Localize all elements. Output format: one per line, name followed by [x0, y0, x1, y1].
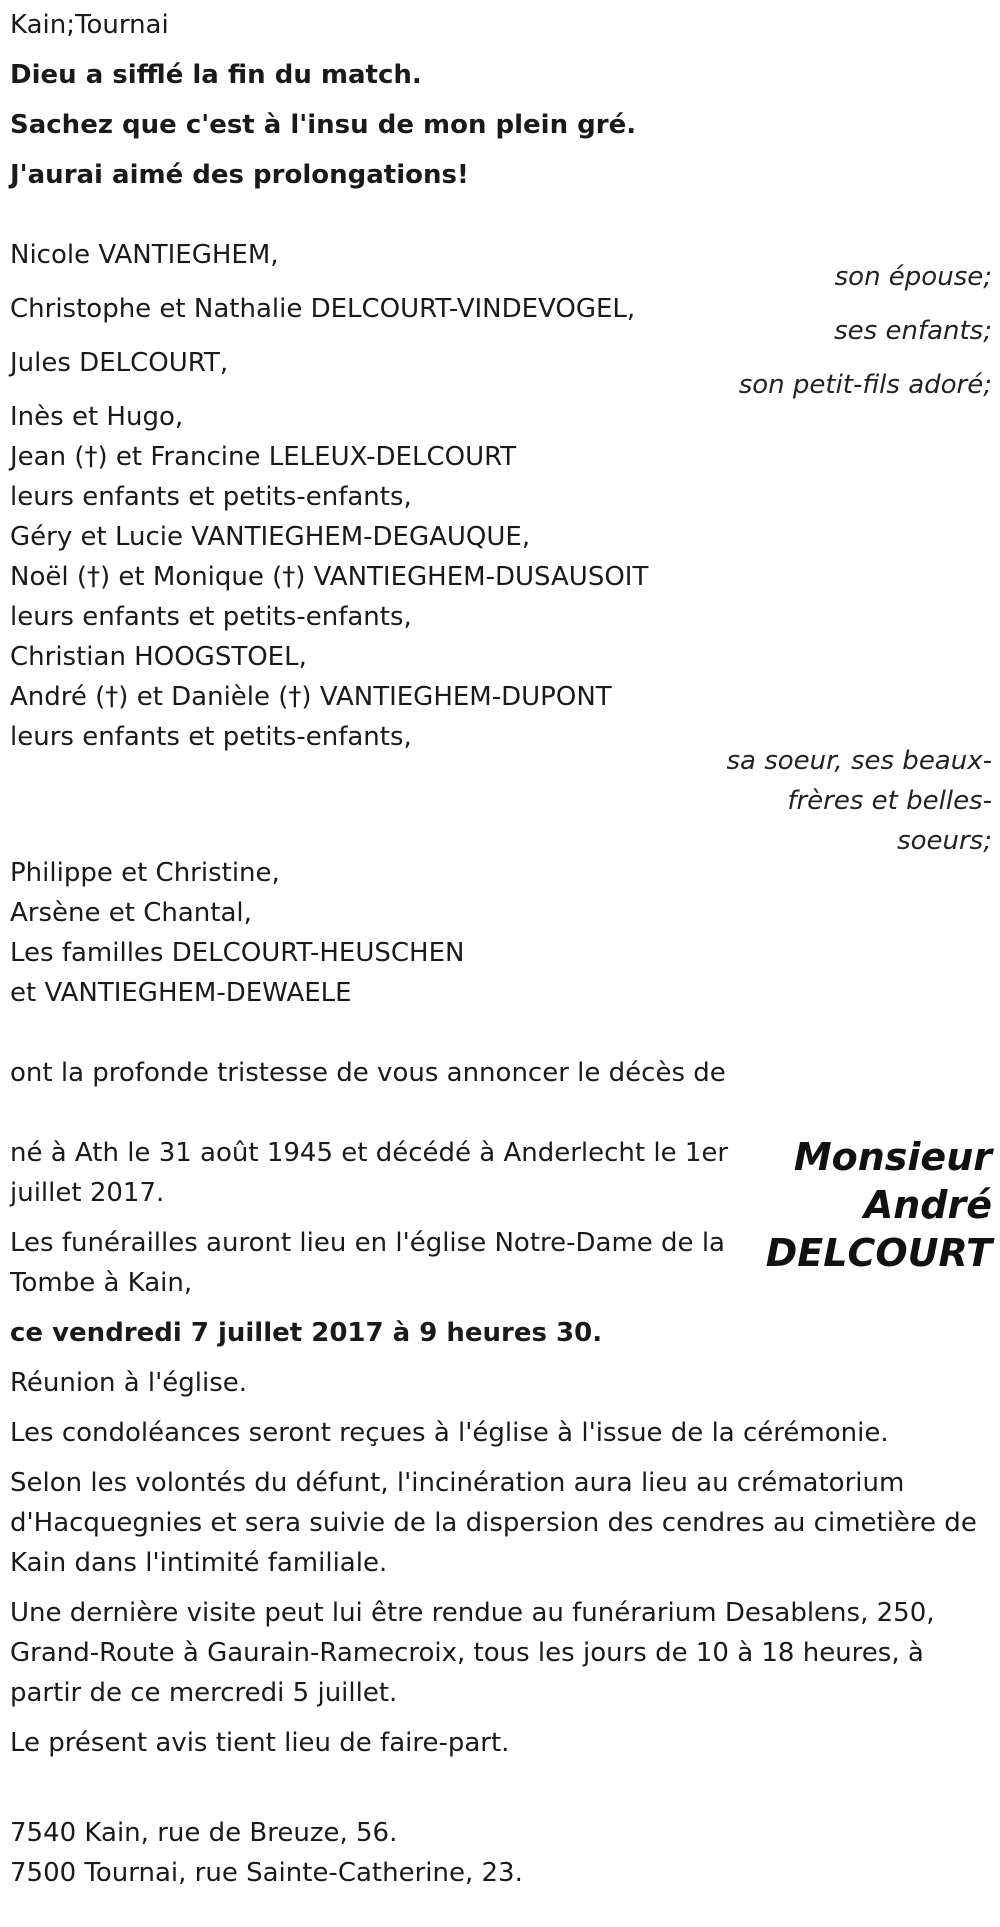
grandson-relation: son petit-fils adoré;: [738, 370, 992, 400]
sibling-line: leurs enfants et petits-enfants,: [10, 602, 412, 632]
condolences-info: Les condoléances seront reçues à l'église à l'issue de la cérémonie.: [10, 1418, 889, 1448]
deceased-lastname: DELCOURT: [765, 1231, 992, 1275]
other-family-line: Arsène et Chantal,: [10, 898, 252, 928]
sibling-line: André (†) et Danièle (†) VANTIEGHEM-DUPONT: [10, 682, 612, 712]
sibling-line: leurs enfants et petits-enfants,: [10, 482, 412, 512]
verses: [10, 55, 992, 195]
sibling-line: Noël (†) et Monique (†) VANTIEGHEM-DUSAUSOIT: [10, 562, 649, 592]
visit-info: Une dernière visite peut lui être rendue au funérarium Desablens, 250, Grand-Route à Gaurain-Ramecroix, tous les jours de 10 à 18 heures, à partir de ce mercredi 5 juillet.: [10, 1598, 935, 1708]
meeting-info: Réunion à l'église.: [10, 1368, 248, 1398]
funeral-info: Les funérailles auront lieu en l'église Notre-Dame de la Tombe à Kain,: [10, 1228, 725, 1298]
address-line: 7540 Kain, rue de Breuze, 56.: [10, 1818, 398, 1848]
siblings-list: [10, 397, 992, 757]
location: Kain;Tournai: [10, 10, 169, 40]
sibling-line: leurs enfants et petits-enfants,: [10, 722, 412, 752]
notice-info: Le présent avis tient lieu de faire-part.: [10, 1728, 510, 1758]
addresses: [10, 1813, 992, 1893]
sibling-line: Géry et Lucie VANTIEGHEM-DEGAUQUE,: [10, 522, 531, 552]
other-family: [10, 853, 992, 1013]
children-relation: ses enfants;: [834, 316, 992, 346]
address-line: 7500 Tournai, rue Sainte-Catherine, 23.: [10, 1858, 523, 1888]
spouse-name: Nicole VANTIEGHEM,: [10, 240, 279, 270]
spouse-relation: son épouse;: [834, 262, 992, 292]
deceased-title: Monsieur: [793, 1135, 992, 1179]
siblings-relation-line: soeurs;: [897, 826, 992, 856]
siblings-relation-line: frères et belles-: [787, 786, 992, 816]
cremation-info: Selon les volontés du défunt, l'incinération aura lieu au crématorium d'Hacquegnies et sera suivie de la dispersion des cendres au cimetière de Kain dans l'intimité familiale.: [10, 1468, 977, 1578]
children-name: Christophe et Nathalie DELCOURT-VINDEVOGEL,: [10, 294, 636, 324]
siblings-relation-line: sa soeur, ses beaux-: [726, 746, 992, 776]
verse-3: J'aurai aimé des prolongations!: [10, 160, 469, 190]
siblings-relation: [10, 741, 992, 861]
family-list: [10, 235, 992, 1013]
verse-1: Dieu a sifflé la fin du match.: [10, 60, 422, 90]
sibling-line: Inès et Hugo,: [10, 402, 184, 432]
obituary-page: [10, 5, 992, 1893]
other-family-line: Philippe et Christine,: [10, 858, 280, 888]
announcement: ont la profonde tristesse de vous annoncer le décès de: [10, 1058, 726, 1088]
verse-2: Sachez que c'est à l'insu de mon plein gré.: [10, 110, 637, 140]
details-section: [10, 1133, 992, 1763]
other-family-line: et VANTIEGHEM-DEWAELE: [10, 978, 352, 1008]
deceased-firstname: André: [863, 1183, 992, 1227]
funeral-date: ce vendredi 7 juillet 2017 à 9 heures 30.: [10, 1318, 603, 1348]
deceased-name: [752, 1133, 992, 1277]
grandson-name: Jules DELCOURT,: [10, 348, 229, 378]
birth-death-info: né à Ath le 31 août 1945 et décédé à Anderlecht le 1er juillet 2017.: [10, 1138, 729, 1208]
sibling-line: Christian HOOGSTOEL,: [10, 642, 307, 672]
other-family-line: Les familles DELCOURT-HEUSCHEN: [10, 938, 465, 968]
sibling-line: Jean (†) et Francine LELEUX-DELCOURT: [10, 442, 517, 472]
